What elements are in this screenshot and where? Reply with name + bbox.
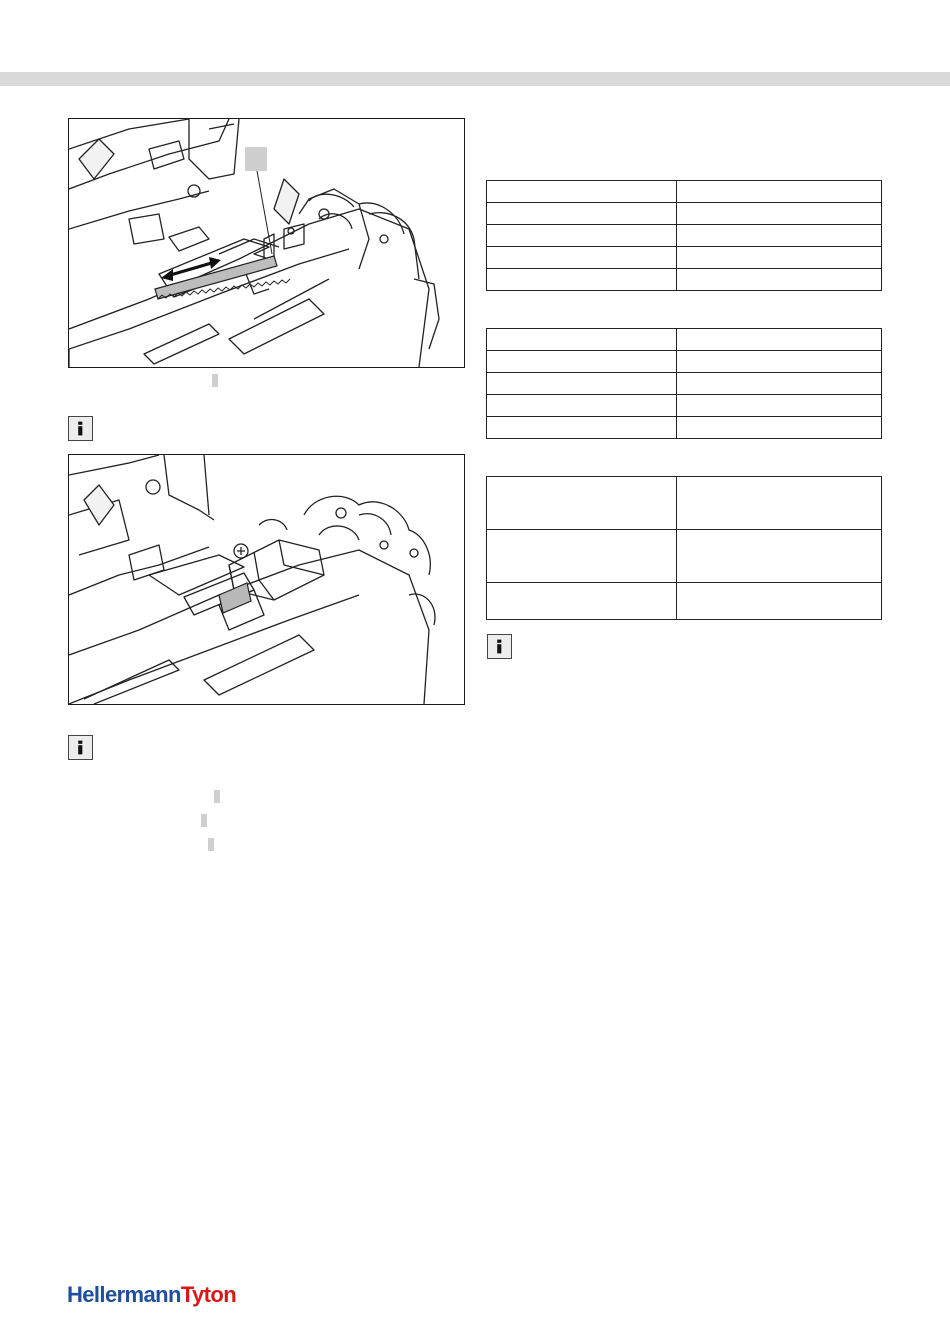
table-row [487, 269, 882, 291]
logo-text-tyton: Tyton [180, 1282, 237, 1307]
info-note [68, 416, 93, 441]
table-row [487, 329, 882, 351]
table-row [487, 583, 882, 620]
table-row [487, 225, 882, 247]
table-row [487, 247, 882, 269]
callout-marker [245, 147, 267, 171]
spec-table-1 [486, 180, 882, 291]
list-marker [208, 838, 214, 851]
info-icon [488, 635, 511, 658]
table-row [487, 181, 882, 203]
table-row [487, 351, 882, 373]
spec-table-3 [486, 476, 882, 620]
figure-crimp-die-removal [68, 118, 465, 368]
logo-text-hellermann: Hellermann [67, 1282, 181, 1307]
info-note [487, 634, 512, 659]
hellermanntyton-logo [67, 1282, 236, 1308]
figure-crimp-die-installed [68, 454, 465, 705]
info-icon [69, 736, 92, 759]
list-marker [214, 790, 220, 803]
table-row [487, 373, 882, 395]
crimp-die-installed-illustration [69, 455, 464, 704]
table-row [487, 417, 882, 439]
spec-table-2 [486, 328, 882, 439]
info-icon [69, 417, 92, 440]
list-marker [201, 814, 207, 827]
info-note [68, 735, 93, 760]
header-bar [0, 72, 950, 86]
caption-marker [212, 374, 218, 387]
table-row [487, 395, 882, 417]
table-row [487, 530, 882, 583]
table-row [487, 477, 882, 530]
table-row [487, 203, 882, 225]
